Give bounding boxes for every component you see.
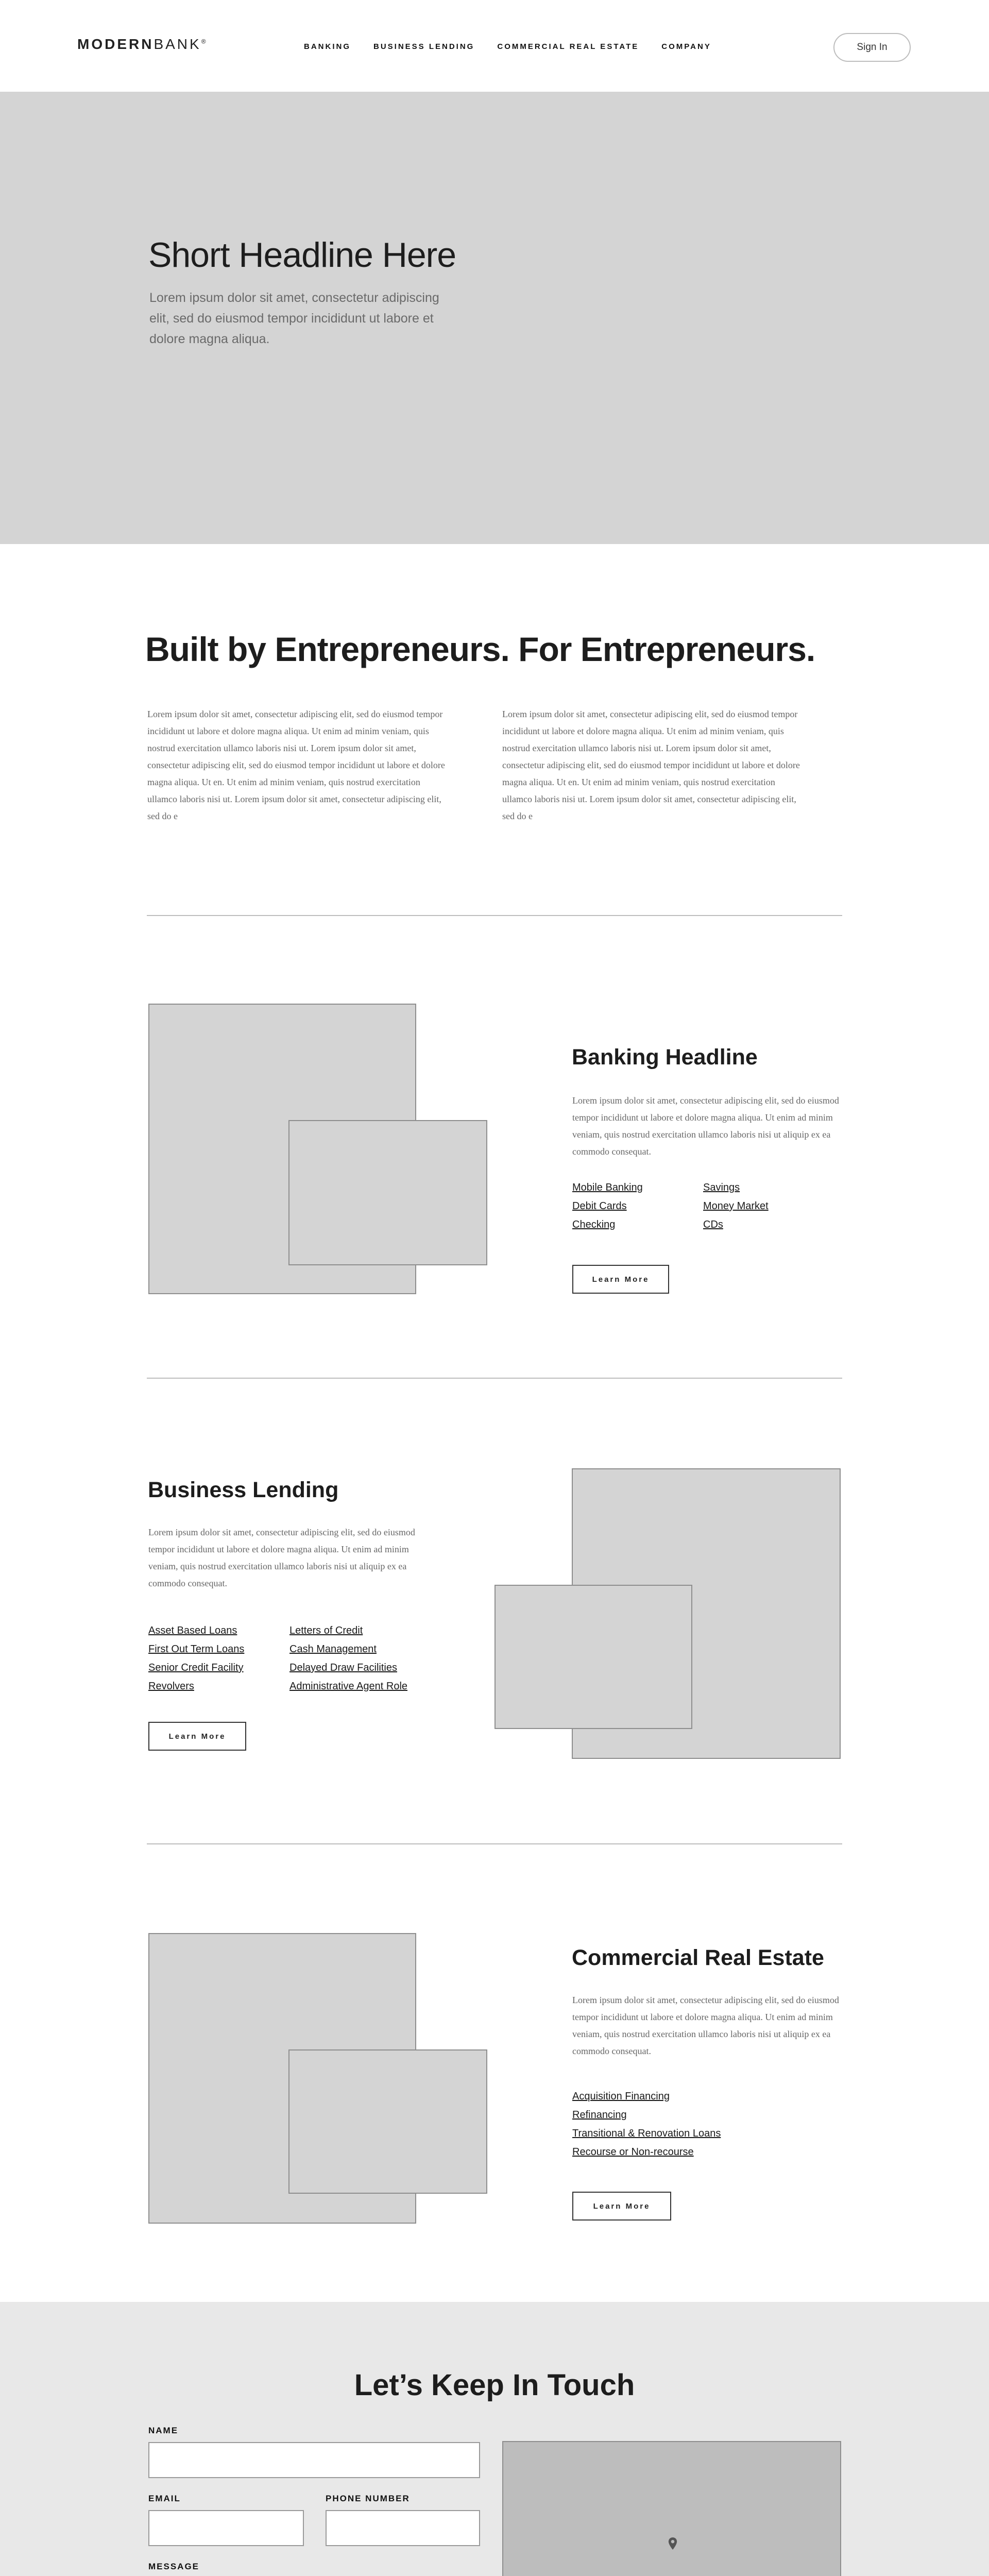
link-first-out-term-loans[interactable]: First Out Term Loans <box>148 1643 245 1655</box>
hero-text: Lorem ipsum dolor sit amet, consectetur adipiscing elit, sed do eiusmod tempor incididunt ut labore et dolore magna aliqua. <box>149 291 439 346</box>
section-divider <box>147 915 842 916</box>
link-mobile-banking[interactable]: Mobile Banking <box>572 1182 643 1193</box>
link-transitional-renovation-loans[interactable]: Transitional & Renovation Loans <box>572 2128 721 2139</box>
nav-commercial-real-estate[interactable]: COMMERCIAL REAL ESTATE <box>497 42 639 51</box>
nav-business-lending[interactable]: BUSINESS LENDING <box>373 42 475 51</box>
name-label: NAME <box>148 2426 179 2435</box>
banking-text: Lorem ipsum dolor sit amet, consectetur adipiscing elit, sed do eiusmod tempor incididunt ut labore et dolore magna aliqua. Ut enim ad minim veniam, quis nostrud exercitation ullamco laboris nisi ut aliquip ex ea commodo consequat. <box>572 1095 839 1157</box>
link-delayed-draw-facilities[interactable]: Delayed Draw Facilities <box>289 1662 397 1673</box>
logo-mark: ® <box>201 38 206 45</box>
contact-title: Let’s Keep In Touch <box>354 2368 635 2402</box>
contact-section <box>0 2302 989 2576</box>
link-revolvers[interactable]: Revolvers <box>148 1681 194 1692</box>
phone-label: PHONE NUMBER <box>326 2494 410 2503</box>
logo-light-text: BANK <box>154 36 201 52</box>
link-acquisition-financing[interactable]: Acquisition Financing <box>572 2091 670 2102</box>
cre-title: Commercial Real Estate <box>572 1945 824 1970</box>
banking-links-right <box>703 1180 769 1232</box>
link-recourse-non-recourse[interactable]: Recourse or Non-recourse <box>572 2146 694 2158</box>
name-input[interactable] <box>148 2442 480 2478</box>
section-divider <box>147 1843 842 1844</box>
link-senior-credit-facility[interactable]: Senior Credit Facility <box>148 1662 244 1673</box>
message-label: MESSAGE <box>148 2562 200 2571</box>
intro-column-left: Lorem ipsum dolor sit amet, consectetur adipiscing elit, sed do eiusmod tempor incididunt ut labore et dolore magna aliqua. Ut enim ad minim veniam, quis nostrud exercitation ullamco laboris nisi ut. Lorem ipsum dolor sit amet, consectetur adipiscing elit, sed do eiusmod tempor incididunt ut labore et dolore magna aliqua. Ut en. Ut enim ad minim veniam, quis nostrud exercitation ullamco laboris nisi ut. Lorem ipsum dolor sit amet, consectetur adipiscing elit, sed do e <box>147 709 445 821</box>
link-asset-based-loans[interactable]: Asset Based Loans <box>148 1625 237 1636</box>
nav-banking[interactable]: BANKING <box>304 42 351 51</box>
site-header <box>0 0 989 92</box>
lending-learn-more-button[interactable]: Learn More <box>148 1722 246 1751</box>
main-nav <box>304 42 711 51</box>
lending-title: Business Lending <box>148 1478 339 1502</box>
hero-headline: Short Headline Here <box>148 235 456 275</box>
link-checking[interactable]: Checking <box>572 1219 616 1230</box>
nav-company[interactable]: COMPANY <box>661 42 711 51</box>
banking-links-left <box>572 1180 643 1232</box>
banking-title: Banking Headline <box>572 1045 758 1070</box>
intro-column-right: Lorem ipsum dolor sit amet, consectetur adipiscing elit, sed do eiusmod tempor incididunt ut labore et dolore magna aliqua. Ut enim ad minim veniam, quis nostrud exercitation ullamco laboris nisi ut. Lorem ipsum dolor sit amet, consectetur adipiscing elit, sed do eiusmod tempor incididunt ut labore et dolore magna aliqua. Ut en. Ut enim ad minim veniam, quis nostrud exercitation ullamco laboris nisi ut. Lorem ipsum dolor sit amet, consectetur adipiscing elit, sed do e <box>502 709 800 821</box>
email-input[interactable] <box>148 2510 304 2546</box>
cre-links <box>572 2089 721 2160</box>
logo-bold-text: MODERN <box>77 36 154 52</box>
hero-section <box>0 92 989 544</box>
lending-image-small <box>494 1585 692 1729</box>
logo[interactable] <box>77 36 206 53</box>
sign-in-button[interactable]: Sign In <box>833 33 911 62</box>
banking-learn-more-button[interactable]: Learn More <box>572 1265 669 1294</box>
link-letters-of-credit[interactable]: Letters of Credit <box>289 1625 363 1636</box>
intro-title: Built by Entrepreneurs. For Entrepreneurs. <box>145 630 815 668</box>
cre-image-small <box>288 2049 487 2194</box>
link-cds[interactable]: CDs <box>703 1219 723 1230</box>
lending-links-left <box>148 1623 244 1694</box>
link-administrative-agent-role[interactable]: Administrative Agent Role <box>289 1681 408 1692</box>
cre-text: Lorem ipsum dolor sit amet, consectetur adipiscing elit, sed do eiusmod tempor incididunt ut labore et dolore magna aliqua. Ut enim ad minim veniam, quis nostrud exercitation ullamco laboris nisi ut aliquip ex ea commodo consequat. <box>572 1995 839 2056</box>
link-debit-cards[interactable]: Debit Cards <box>572 1200 627 1212</box>
banking-image-small <box>288 1120 487 1265</box>
email-label: EMAIL <box>148 2494 181 2503</box>
phone-input[interactable] <box>326 2510 480 2546</box>
link-money-market[interactable]: Money Market <box>703 1200 769 1212</box>
cre-learn-more-button[interactable]: Learn More <box>572 2192 671 2221</box>
map-pin-icon <box>666 2537 679 2550</box>
link-savings[interactable]: Savings <box>703 1182 740 1193</box>
link-refinancing[interactable]: Refinancing <box>572 2109 627 2121</box>
map[interactable] <box>502 2441 841 2576</box>
lending-text: Lorem ipsum dolor sit amet, consectetur adipiscing elit, sed do eiusmod tempor incididunt ut labore et dolore magna aliqua. Ut enim ad minim veniam, quis nostrud exercitation ullamco laboris nisi ut aliquip ex ea commodo consequat. <box>148 1527 415 1588</box>
lending-links-right <box>289 1623 407 1694</box>
link-cash-management[interactable]: Cash Management <box>289 1643 377 1655</box>
section-divider <box>147 1378 842 1379</box>
